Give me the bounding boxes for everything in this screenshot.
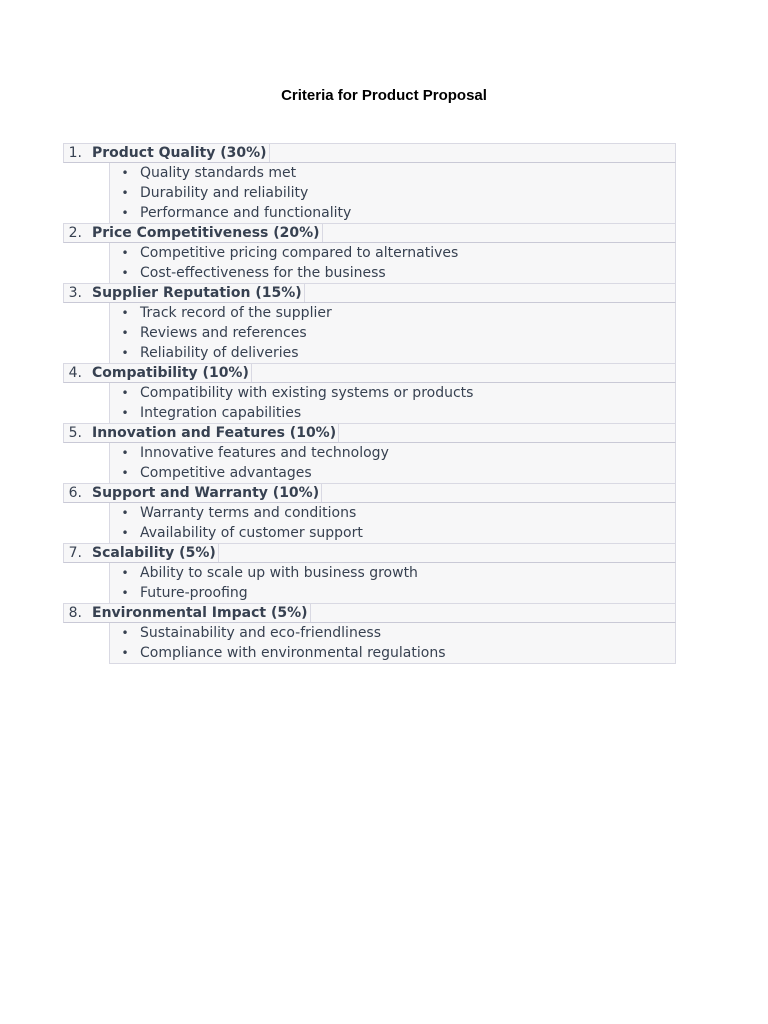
list-item-text: Durability and reliability	[140, 184, 309, 201]
criterion-sublist	[109, 623, 676, 663]
bullet-icon: •	[121, 405, 129, 420]
list-item-text: Cost-effectiveness for the business	[140, 264, 386, 281]
list-item-text: Competitive pricing compared to alternatives	[140, 244, 459, 261]
list-item	[110, 443, 675, 463]
list-item-text: Sustainability and eco-friendliness	[140, 624, 382, 641]
criterion-name: Support and Warranty (10%)	[92, 484, 322, 502]
criterion-header	[63, 423, 676, 443]
criterion-sublist	[109, 163, 676, 223]
list-item-text: Integration capabilities	[140, 404, 302, 421]
criterion-sublist	[109, 443, 676, 483]
criteria-list	[63, 143, 676, 664]
criterion-number: 6.	[68, 485, 82, 501]
criterion-header	[63, 223, 676, 243]
list-item	[110, 263, 675, 283]
list-item	[110, 463, 675, 483]
criterion-header	[63, 283, 676, 303]
list-item	[110, 383, 675, 403]
bullet-icon: •	[121, 525, 129, 540]
criterion-header	[63, 543, 676, 563]
list-item-text: Quality standards met	[140, 164, 297, 181]
bullet-icon: •	[121, 645, 129, 660]
criterion-header	[63, 483, 676, 503]
list-item-text: Compliance with environmental regulations	[140, 644, 446, 661]
list-item	[110, 403, 675, 423]
list-item	[110, 303, 675, 323]
list-item-text: Warranty terms and conditions	[140, 504, 357, 521]
criterion-name: Compatibility (10%)	[92, 364, 252, 382]
bullet-icon: •	[121, 165, 129, 180]
list-item	[110, 163, 675, 183]
list-item-text: Track record of the supplier	[140, 304, 332, 321]
list-item-text: Performance and functionality	[140, 204, 352, 221]
bullet-icon: •	[121, 445, 129, 460]
list-item	[110, 243, 675, 263]
list-item	[110, 583, 675, 603]
list-item-text: Reliability of deliveries	[140, 344, 299, 361]
list-bottom-border	[109, 663, 676, 664]
criterion-sublist	[109, 563, 676, 603]
criterion-number: 2.	[68, 225, 82, 241]
list-item-text: Competitive advantages	[140, 464, 312, 481]
criterion-number: 5.	[68, 425, 82, 441]
list-item-text: Reviews and references	[140, 324, 307, 341]
criterion-header	[63, 603, 676, 623]
criterion-name: Scalability (5%)	[92, 544, 219, 562]
list-item-text: Ability to scale up with business growth	[140, 564, 418, 581]
criterion-name: Price Competitiveness (20%)	[92, 224, 323, 242]
bullet-icon: •	[121, 385, 129, 400]
bullet-icon: •	[121, 585, 129, 600]
bullet-icon: •	[121, 325, 129, 340]
criterion-name: Product Quality (30%)	[92, 144, 270, 162]
criterion-name: Environmental Impact (5%)	[92, 604, 311, 622]
list-item	[110, 343, 675, 363]
list-item	[110, 623, 675, 643]
criterion-number: 3.	[68, 285, 82, 301]
list-item-text: Compatibility with existing systems or products	[140, 384, 474, 401]
bullet-icon: •	[121, 625, 129, 640]
criterion-number: 4.	[68, 365, 82, 381]
list-item	[110, 523, 675, 543]
criterion-name: Innovation and Features (10%)	[92, 424, 339, 442]
list-item	[110, 183, 675, 203]
list-item-text: Future-proofing	[140, 584, 248, 601]
criterion-sublist	[109, 503, 676, 543]
bullet-icon: •	[121, 205, 129, 220]
criterion-number: 1.	[68, 145, 82, 161]
criterion-number: 7.	[68, 545, 82, 561]
criterion-sublist	[109, 303, 676, 363]
list-item-text: Innovative features and technology	[140, 444, 389, 461]
criterion-name: Supplier Reputation (15%)	[92, 284, 305, 302]
list-item	[110, 503, 675, 523]
list-item	[110, 643, 675, 663]
bullet-icon: •	[121, 185, 129, 200]
bullet-icon: •	[121, 565, 129, 580]
bullet-icon: •	[121, 245, 129, 260]
criterion-sublist	[109, 243, 676, 283]
list-item	[110, 323, 675, 343]
bullet-icon: •	[121, 505, 129, 520]
bullet-icon: •	[121, 345, 129, 360]
criterion-header	[63, 363, 676, 383]
list-item-text: Availability of customer support	[140, 524, 363, 541]
criterion-number: 8.	[68, 605, 82, 621]
bullet-icon: •	[121, 465, 129, 480]
document-title: Criteria for Product Proposal	[281, 87, 487, 104]
criterion-header	[63, 143, 676, 163]
bullet-icon: •	[121, 305, 129, 320]
bullet-icon: •	[121, 265, 129, 280]
criterion-sublist	[109, 383, 676, 423]
list-item	[110, 203, 675, 223]
list-item	[110, 563, 675, 583]
